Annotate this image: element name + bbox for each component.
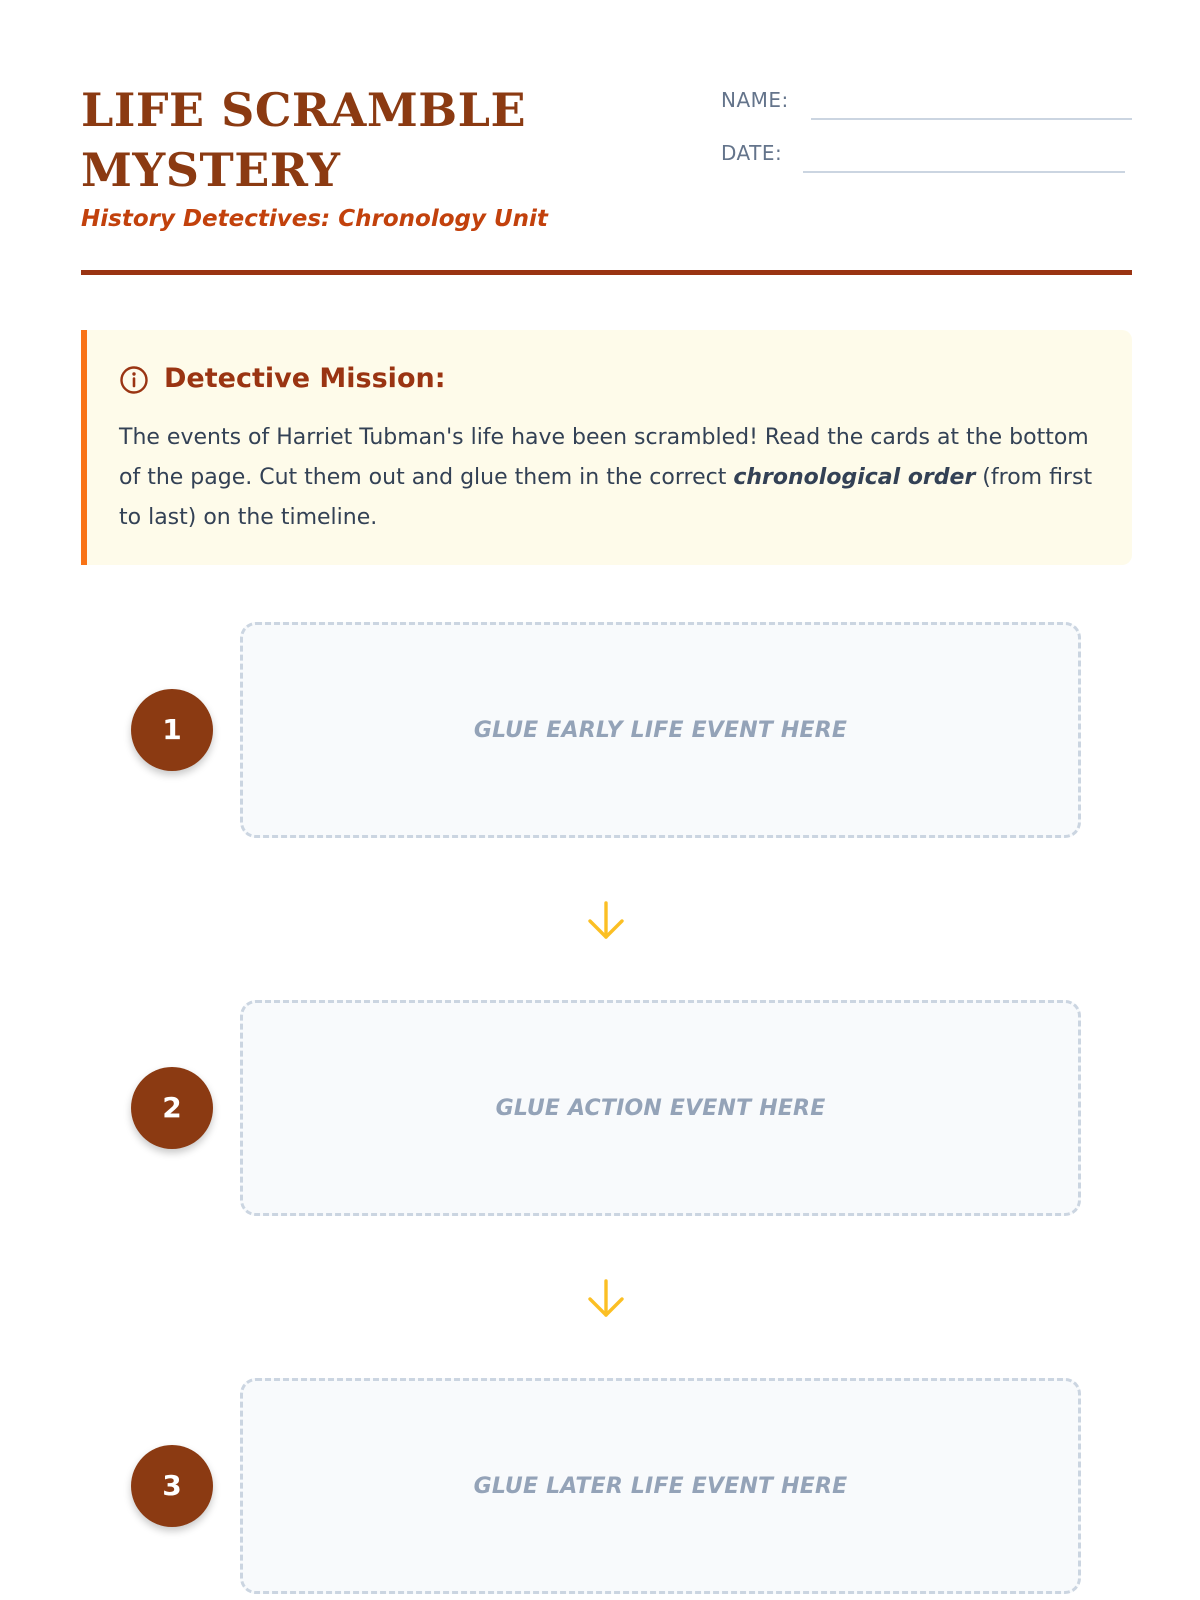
- mission-text-part1: The events of Harriet Tubman's life have been scrambled! Read the cards at the bottom of the page. Cut them out and glue them in the correct: [119, 425, 1089, 490]
- slot-label: GLUE EARLY LIFE EVENT HERE: [473, 717, 848, 743]
- date-field[interactable]: [803, 171, 1125, 173]
- step-number-badge: 2: [131, 1067, 213, 1149]
- name-row: [721, 80, 1132, 120]
- mission-text-part2: (from first to last) on the timeline.: [119, 465, 1093, 530]
- mission-emphasis: chronological order: [733, 465, 976, 490]
- arrow-down-icon: [584, 1277, 628, 1321]
- worksheet-header: [81, 80, 1132, 276]
- glue-slot[interactable]: [240, 622, 1081, 838]
- timeline-step: [0, 1378, 1200, 1594]
- header-divider: [81, 270, 1132, 275]
- timeline-step: [0, 622, 1200, 838]
- name-field[interactable]: [811, 118, 1132, 120]
- step-number-badge: 1: [131, 689, 213, 771]
- mission-title: Detective Mission:: [164, 363, 446, 394]
- date-row: [721, 133, 1132, 173]
- arrow-down-icon: [584, 899, 628, 943]
- page-title: LIFE SCRAMBLE MYSTERY: [81, 83, 527, 197]
- slot-label: GLUE LATER LIFE EVENT HERE: [473, 1473, 848, 1499]
- glue-slot[interactable]: [240, 1000, 1081, 1216]
- timeline-step: [0, 1000, 1200, 1216]
- slot-label: GLUE ACTION EVENT HERE: [495, 1095, 826, 1121]
- mission-instructions: [119, 418, 1104, 538]
- step-number-badge: 3: [131, 1445, 213, 1527]
- mission-box: [81, 330, 1132, 565]
- date-label: DATE:: [721, 141, 783, 165]
- glue-slot[interactable]: [240, 1378, 1081, 1594]
- name-label: NAME:: [721, 88, 789, 112]
- page-subtitle: History Detectives: Chronology Unit: [81, 206, 548, 232]
- info-icon: [119, 365, 149, 395]
